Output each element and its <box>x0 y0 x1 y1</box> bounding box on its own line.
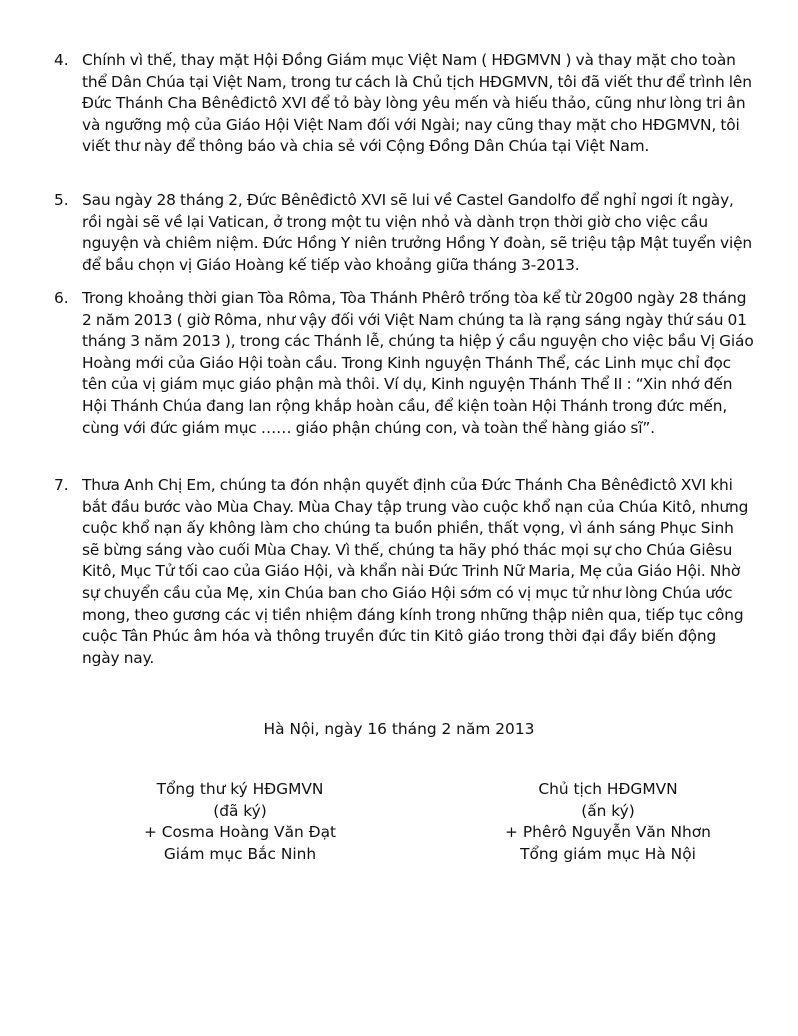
paragraph-text: Sau ngày 28 tháng 2, Đức Bênêđictô XVI sẽ lui về Castel Gandolfo để nghỉ ngơi ít ngày, rồi ngài sẽ về lại Vatican, ở trong một tu viện nhỏ và dành trọn thời giờ cho việc cầu nguyện và chiêm niệm. Đức Hồng Y niên trưởng Hồng Y đoàn, sẽ triệu tập Mật tuyển viện để bầu chọn vị Giáo Hoàng kế tiếp vào khoảng giữa tháng 3-2013. <box>82 191 753 274</box>
place-date-line: Hà Nội, ngày 16 tháng 2 năm 2013 <box>263 720 535 738</box>
paragraph-text: Trong khoảng thời gian Tòa Rôma, Tòa Thánh Phêrô trống tòa kể từ 20g00 ngày 28 tháng 2 năm 2013 ( giờ Rôma, như vậy đối với Việt Nam chúng ta là rạng sáng ngày thứ sáu 01 tháng 3 năm 2013 ), trong các Thánh lễ, chúng ta hiệp ý cầu nguyện cho việc bầu Vị Giáo Hoàng mới của Giáo Hội toàn cầu. Trong Kinh nguyện Thánh Thể, các Linh mục chỉ đọc tên của vị giám mục giáo phận mà thôi. Ví dụ, Kinh nguyện Thánh Thể II : “Xin nhớ đến Hội Thánh Chúa đang lan rộng khắp hoàn cầu, để kiện toàn Hội Thánh trong đức mến, cùng với đức giám mục …… giáo phận chúng con, và toàn thể hàng giáo sĩ”. <box>82 289 754 437</box>
numbered-paragraph-5 <box>54 190 754 276</box>
numbered-paragraph-6 <box>54 288 754 439</box>
paragraph-number: 7. <box>54 476 69 494</box>
signature-block-president <box>478 779 738 865</box>
numbered-paragraph-4 <box>54 50 754 158</box>
signature-status: (ấn ký) <box>581 801 635 820</box>
signer-role: Tổng giám mục Hà Nội <box>520 844 696 863</box>
signer-name: + Cosma Hoàng Văn Đạt <box>143 823 337 842</box>
paragraph-text: Thưa Anh Chị Em, chúng ta đón nhận quyết định của Đức Thánh Cha Bênêđictô XVI khi bắt đầu bước vào Mùa Chay. Mùa Chay tập trung vào cuộc khổ nạn của Chúa Kitô, nhưng cuộc khổ nạn ấy không làm cho chúng ta buồn phiền, thất vọng, vì ánh sáng Phục Sinh sẽ bừng sáng vào cuối Mùa Chay. Vì thế, chúng ta hãy phó thác mọi sự cho Chúa Giêsu Kitô, Mục Tử tối cao của Giáo Hội, và khẩn nài Đức Trinh Nữ Maria, Mẹ của Giáo Hội. Nhờ sự chuyển cầu của Mẹ, xin Chúa ban cho Giáo Hội sớm có vị mục tử như lòng Chúa ước mong, theo gương các vị tiền nhiệm đáng kính trong những thập niên qua, tiếp tục công cuộc Tân Phúc âm hóa và thông truyền đức tin Kitô giáo trong thời đại đầy biến động ngày nay. <box>82 476 749 667</box>
signer-role: Giám mục Bắc Ninh <box>163 844 317 863</box>
signature-status: (đã ký) <box>213 801 267 820</box>
paragraph-number: 6. <box>54 289 69 307</box>
numbered-paragraph-7 <box>54 475 754 669</box>
paragraph-number: 5. <box>54 191 69 209</box>
signer-name: + Phêrô Nguyễn Văn Nhơn <box>505 823 711 842</box>
paragraph-text: Chính vì thế, thay mặt Hội Đồng Giám mục Việt Nam ( HĐGMVN ) và thay mặt cho toàn thể Dân Chúa tại Việt Nam, trong tư cách là Chủ tịch HĐGMVN, tôi đã viết thư để trình lên Đức Thánh Cha Bênêđictô XVI để tỏ bày lòng yêu mến và hiếu thảo, cũng như lòng tri ân và ngưỡng mộ của Giáo Hội Việt Nam đối với Ngài; nay cũng thay mặt cho HĐGMVN, tôi viết thư này để thông báo và chia sẻ với Cộng Đồng Dân Chúa tại Việt Nam. <box>82 51 752 156</box>
paragraph-number: 4. <box>54 51 69 69</box>
signature-block-secretary <box>110 779 370 865</box>
signer-title: Tổng thư ký HĐGMVN <box>156 780 324 798</box>
signer-title: Chủ tịch HĐGMVN <box>538 780 678 798</box>
